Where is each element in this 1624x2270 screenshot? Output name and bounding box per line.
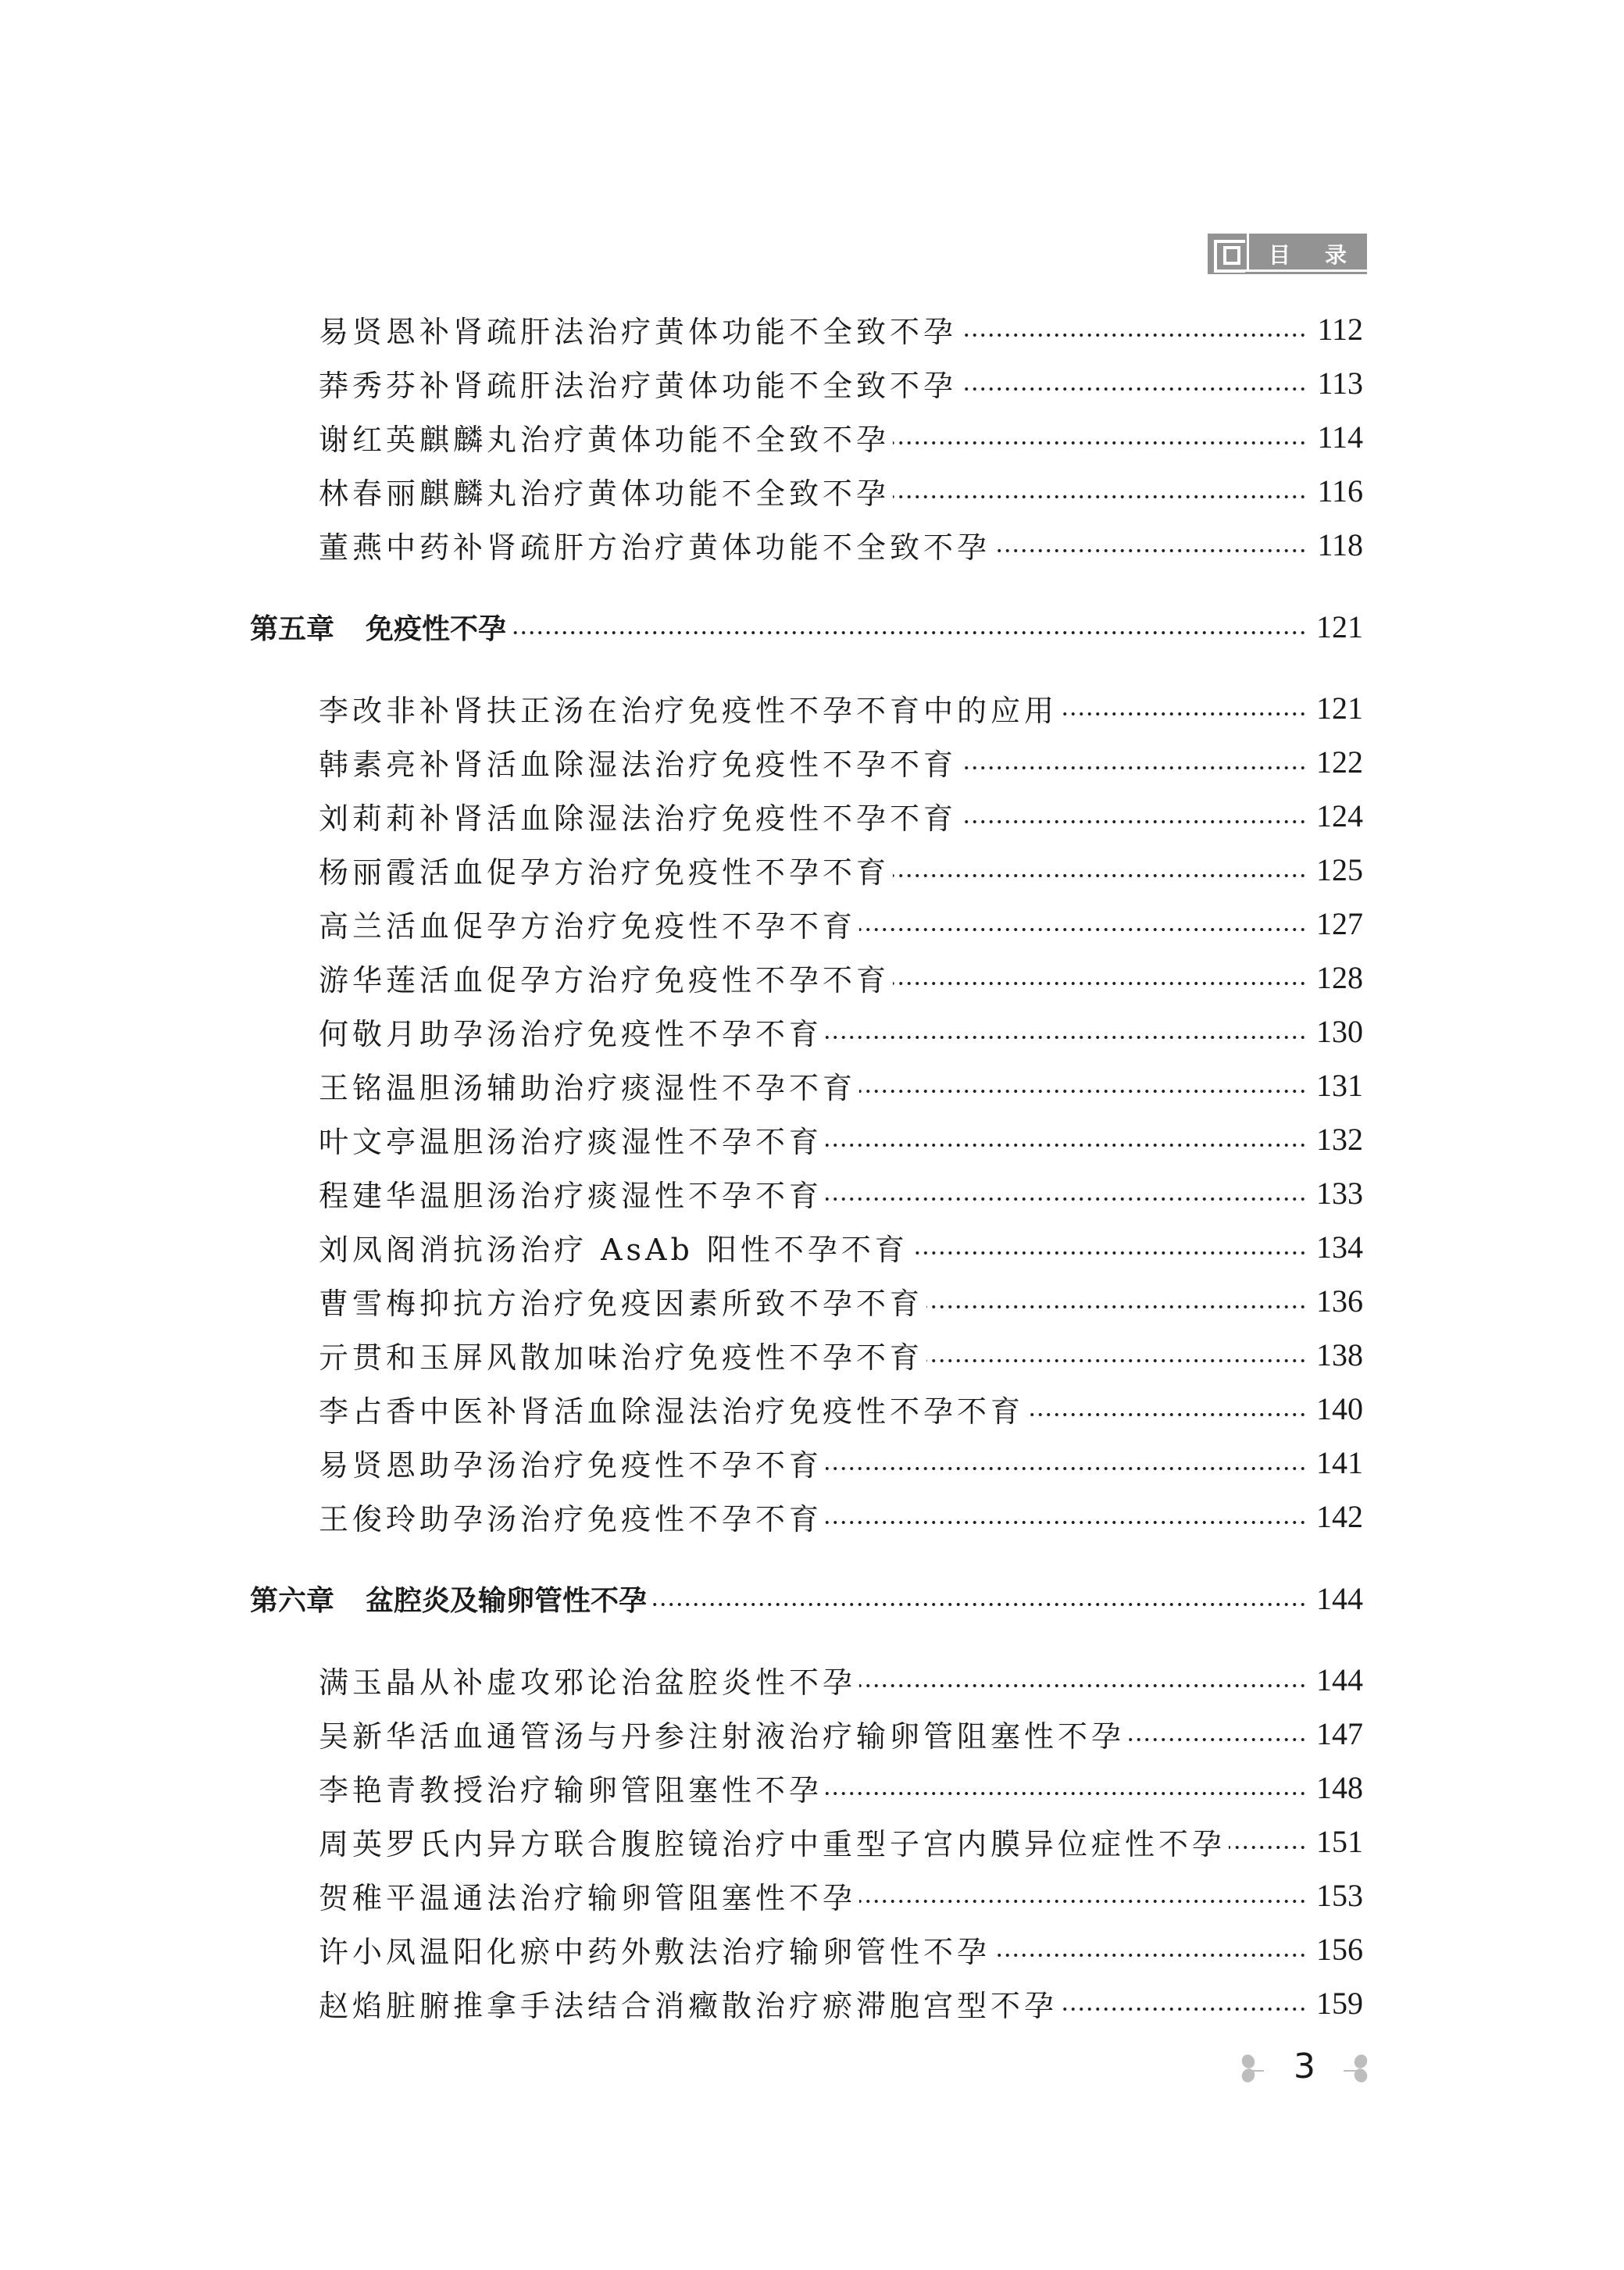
toc-entry-row[interactable] [0, 1976, 1624, 2030]
entry-title: 曹雪梅抑抗方治疗免疫因素所致不孕不育 [319, 1287, 924, 1321]
dot-leader [960, 332, 1307, 338]
dot-leader [859, 1683, 1307, 1689]
page-ref: 125 [1316, 852, 1363, 887]
chapter-title: 免疫性不孕 [366, 613, 507, 645]
entry-title: 高兰活血促孕方治疗免疫性不孕不育 [319, 909, 857, 944]
page-ref: 118 [1317, 527, 1363, 562]
entry-title: 何敬月助孕汤治疗免疫性不孕不育 [319, 1017, 823, 1051]
toc-entry-row[interactable] [0, 735, 1624, 789]
entry-title: 王铭温胆汤辅助治疗痰湿性不孕不育 [319, 1071, 857, 1105]
dot-leader [509, 630, 1307, 636]
dot-leader [960, 386, 1307, 392]
entry-title: 吴新华活血通管汤与丹参注射液治疗输卵管阻塞性不孕 [319, 1719, 1126, 1754]
entry-title: 林春丽麒麟丸治疗黄体功能不全致不孕 [319, 476, 891, 511]
entry-title: 谢红英麒麟丸治疗黄体功能不全致不孕 [319, 423, 891, 457]
toc-entry-row[interactable] [0, 1220, 1624, 1274]
dot-leader [826, 1519, 1307, 1526]
page-ref: 159 [1316, 1986, 1363, 2021]
dot-leader [893, 440, 1307, 446]
page-number: 3 [1294, 2047, 1315, 2086]
dot-leader [826, 1790, 1307, 1797]
page-ref: 112 [1317, 312, 1363, 347]
header-underline [1214, 269, 1367, 272]
page-ref: 127 [1316, 906, 1363, 941]
entry-title: 李改非补肾扶正汤在治疗免疫性不孕不育中的应用 [319, 694, 1058, 728]
page-ref: 114 [1317, 419, 1363, 455]
page-ref: 124 [1316, 798, 1363, 833]
entry-title: 赵焰脏腑推拿手法结合消癥散治疗瘀滞胞宫型不孕 [319, 1989, 1058, 2023]
dot-leader [912, 1250, 1307, 1256]
entry-title: 游华莲活血促孕方治疗免疫性不孕不育 [319, 963, 891, 998]
chapter-number: 第五章 [250, 613, 335, 645]
page-ref: 153 [1316, 1878, 1363, 1913]
entry-title: 刘凤阁消抗汤治疗 AsAb 阳性不孕不育 [319, 1233, 908, 1267]
dot-leader [650, 1601, 1307, 1608]
page-ref: 142 [1316, 1499, 1363, 1534]
page-ref: 122 [1316, 744, 1363, 780]
chapter-title: 盆腔炎及输卵管性不孕 [366, 1585, 648, 1617]
page-ref: 141 [1316, 1445, 1363, 1480]
dot-leader [926, 1358, 1307, 1364]
entry-title: 程建华温胆汤治疗痰湿性不孕不育 [319, 1179, 823, 1213]
toc-entry-row[interactable] [0, 1761, 1624, 1815]
page-ref: 144 [1316, 1662, 1363, 1697]
entry-title: 满玉晶从补虚攻邪论治盆腔炎性不孕 [319, 1665, 857, 1700]
dot-leader [960, 819, 1307, 825]
dot-leader [994, 1952, 1307, 1958]
dot-leader [859, 926, 1307, 933]
toc-entry-row[interactable] [0, 302, 1624, 356]
page-ref: 121 [1316, 609, 1363, 644]
toc-entry-row[interactable] [0, 1490, 1624, 1544]
entry-title: 董燕中药补肾疏肝方治疗黄体功能不全致不孕 [319, 530, 991, 565]
dot-leader [1061, 2006, 1307, 2012]
dot-leader [994, 548, 1307, 554]
toc-entry-row[interactable] [0, 356, 1624, 410]
page-ref: 132 [1316, 1122, 1363, 1157]
page-ref: 151 [1316, 1824, 1363, 1859]
page-footer [1242, 2047, 1367, 2093]
toc-entry-row[interactable] [0, 1868, 1624, 1922]
toc-entry-row[interactable] [0, 1436, 1624, 1490]
entry-title: 易贤恩助孕汤治疗免疫性不孕不育 [319, 1448, 823, 1483]
entry-title: 李占香中医补肾活血除湿法治疗免疫性不孕不育 [319, 1394, 1025, 1429]
toc-entry-row[interactable] [0, 1328, 1624, 1382]
page-ref: 134 [1316, 1230, 1363, 1265]
toc-entry-row[interactable] [0, 1653, 1624, 1707]
page-ref: 140 [1316, 1391, 1363, 1426]
dot-leader [1229, 1844, 1307, 1851]
page-ref: 113 [1317, 366, 1363, 401]
header-divider [1247, 234, 1249, 271]
page-ref: 156 [1316, 1932, 1363, 1967]
toc-entry-row[interactable] [0, 789, 1624, 843]
entry-title: 王俊玲助孕汤治疗免疫性不孕不育 [319, 1502, 823, 1537]
toc-entry-row[interactable] [0, 464, 1624, 518]
leaf-stem [1251, 2070, 1264, 2072]
dot-leader [826, 1465, 1307, 1472]
page-ref: 130 [1316, 1014, 1363, 1049]
entry-title: 亓贯和玉屏风散加味治疗免疫性不孕不育 [319, 1340, 924, 1375]
header-title-char: 目 [1269, 242, 1291, 268]
toc-entry-row[interactable] [0, 951, 1624, 1005]
meander-key-inner-icon [1223, 246, 1240, 265]
page-ref: 133 [1316, 1176, 1363, 1211]
page-ref: 136 [1316, 1283, 1363, 1319]
header-title-char: 录 [1325, 242, 1347, 268]
dot-leader [926, 1304, 1307, 1310]
dot-leader [1061, 711, 1307, 717]
dot-leader [826, 1142, 1307, 1148]
entry-title: 叶文亭温胆汤治疗痰湿性不孕不育 [319, 1125, 823, 1159]
entry-title: 韩素亮补肾活血除湿法治疗免疫性不孕不育 [319, 748, 958, 782]
entry-title: 莽秀芬补肾疏肝法治疗黄体功能不全致不孕 [319, 369, 958, 403]
toc-entry-row[interactable] [0, 1005, 1624, 1058]
toc-entry-row[interactable] [0, 1058, 1624, 1112]
page-ref: 148 [1316, 1770, 1363, 1805]
dot-leader [893, 494, 1307, 500]
toc-entry-row[interactable] [0, 1382, 1624, 1436]
dot-leader [893, 980, 1307, 987]
dot-leader [960, 765, 1307, 771]
page-ref: 121 [1316, 691, 1363, 726]
toc-entry-row[interactable] [0, 1922, 1624, 1976]
dot-leader [893, 873, 1307, 879]
toc-entry-row[interactable] [0, 518, 1624, 572]
page-ref: 147 [1316, 1716, 1363, 1751]
page-ref: 131 [1316, 1068, 1363, 1103]
toc-entry-row[interactable] [0, 1166, 1624, 1220]
entry-title: 刘莉莉补肾活血除湿法治疗免疫性不孕不育 [319, 801, 958, 836]
entry-title: 许小凤温阳化瘀中药外敷法治疗输卵管性不孕 [319, 1935, 991, 1969]
toc-entry-row[interactable] [0, 1274, 1624, 1328]
toc-entry-row[interactable] [0, 843, 1624, 897]
entry-title: 周英罗氏内异方联合腹腔镜治疗中重型子宫内膜异位症性不孕 [319, 1827, 1226, 1861]
dot-leader [1128, 1736, 1307, 1743]
toc-entry-row[interactable] [0, 1112, 1624, 1166]
entry-title: 李艳青教授治疗输卵管阻塞性不孕 [319, 1773, 823, 1808]
page-ref: 128 [1316, 960, 1363, 995]
dot-leader [826, 1034, 1307, 1040]
dot-leader [859, 1898, 1307, 1904]
dot-leader [826, 1196, 1307, 1202]
toc-chapter-row[interactable] [0, 1572, 1624, 1626]
toc-entry-row[interactable] [0, 1707, 1624, 1761]
toc-entry-row[interactable] [0, 897, 1624, 951]
running-header-toc [1208, 234, 1367, 274]
entry-title: 杨丽霞活血促孕方治疗免疫性不孕不育 [319, 855, 891, 890]
toc-chapter-row[interactable] [0, 600, 1624, 654]
entry-title: 易贤恩补肾疏肝法治疗黄体功能不全致不孕 [319, 315, 958, 349]
entry-title: 贺稚平温通法治疗输卵管阻塞性不孕 [319, 1881, 857, 1915]
leaf-ornament-icon [1240, 2066, 1258, 2085]
toc-entry-row[interactable] [0, 681, 1624, 735]
chapter-number: 第六章 [250, 1585, 335, 1617]
dot-leader [1027, 1412, 1307, 1418]
page-ref: 138 [1316, 1337, 1363, 1372]
page-ref: 144 [1316, 1581, 1363, 1616]
leaf-ornament-icon [1352, 2066, 1370, 2085]
table-of-contents [0, 302, 1624, 2030]
page-ref: 116 [1317, 473, 1363, 509]
toc-entry-row[interactable] [0, 1815, 1624, 1868]
toc-entry-row[interactable] [0, 410, 1624, 464]
dot-leader [859, 1088, 1307, 1094]
